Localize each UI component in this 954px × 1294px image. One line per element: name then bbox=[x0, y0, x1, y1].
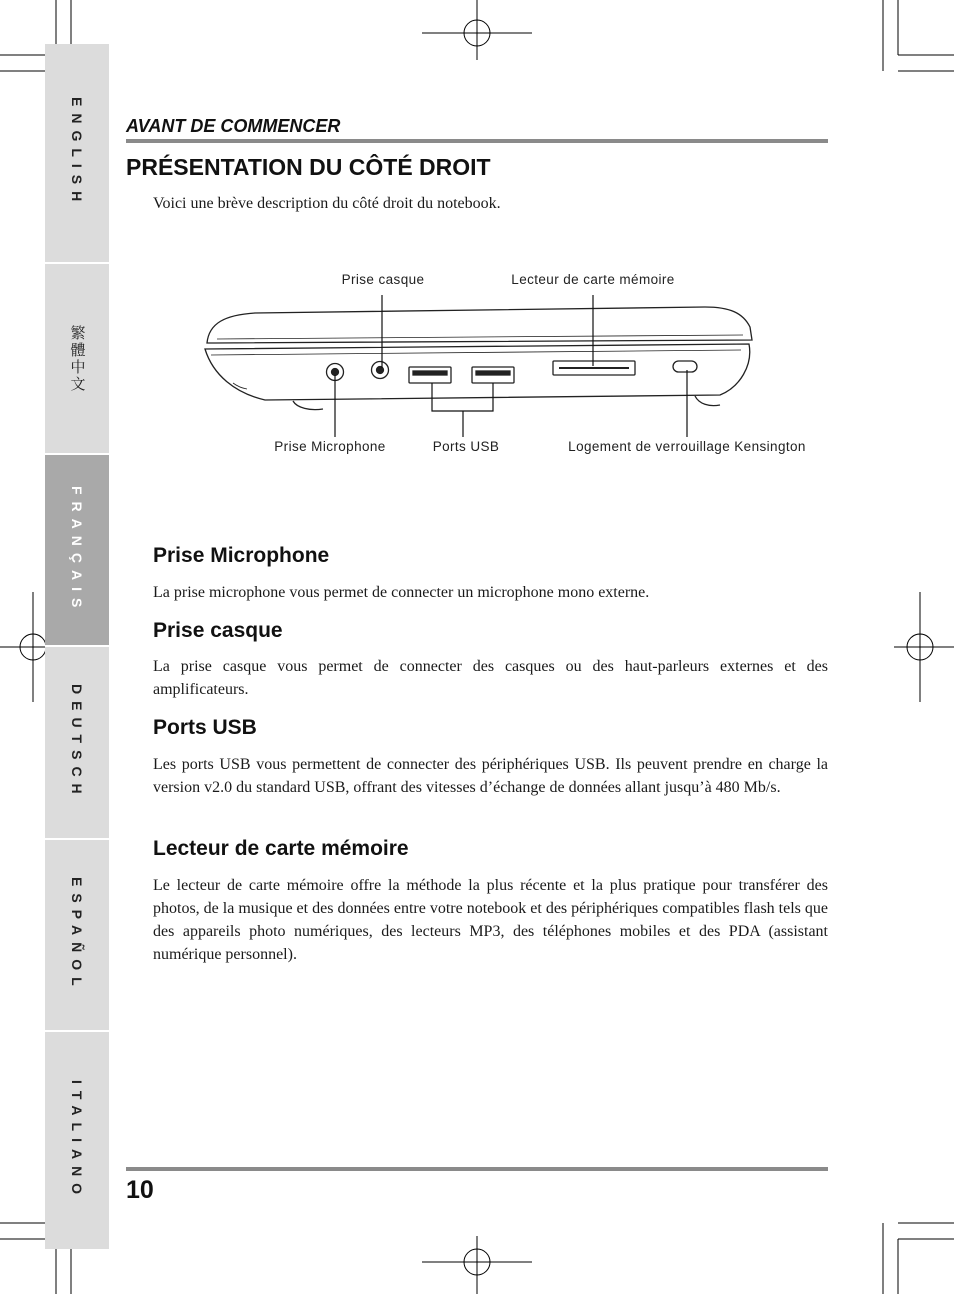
callout-kensington: Logement de verrouillage Kensington bbox=[568, 439, 806, 454]
tab-italiano[interactable] bbox=[45, 1032, 109, 1249]
header-rule bbox=[126, 139, 828, 143]
tab-english[interactable] bbox=[45, 44, 109, 264]
page-number: 10 bbox=[126, 1176, 154, 1204]
feature-desc-card-reader: Le lecteur de carte mémoire offre la méthode la plus récente et la plus pratique pour transférer des photos, de la musique et des données entre votre notebook et des périphériques compatibles flash tels que des appareils photo numériques, des lecteurs MP3, des téléphones mobiles et des PDA (assistant numérique personnel). bbox=[153, 877, 828, 963]
tab-english-label: ENGLISH bbox=[69, 97, 85, 209]
callout-microphone: Prise Microphone bbox=[274, 439, 386, 454]
feature-desc-microphone: La prise microphone vous permet de connecter un microphone mono externe. bbox=[153, 584, 650, 601]
notebook-right-side-diagram bbox=[195, 265, 825, 465]
tab-francais-label: FRANÇAIS bbox=[69, 485, 85, 615]
tab-traditional-chinese[interactable] bbox=[45, 264, 109, 455]
tab-traditional-chinese-label: 繁體中文 bbox=[68, 324, 86, 393]
tab-espanol[interactable] bbox=[45, 840, 109, 1032]
callout-headphone: Prise casque bbox=[341, 272, 425, 287]
notebook-illustration bbox=[205, 307, 752, 410]
intro-text: Voici une brève description du côté droit du notebook. bbox=[153, 195, 501, 212]
tab-italiano-label: ITALIANO bbox=[69, 1079, 85, 1202]
feature-desc-usb: Les ports USB vous permettent de connecter des périphériques USB. Ils peuvent prendre en charge la version v2.0 du standard USB, offrant des vitesses d’échange de données allant jusqu’à 480 Mb/s. bbox=[153, 756, 828, 796]
tab-francais[interactable] bbox=[45, 455, 109, 647]
feature-title-usb: Ports USB bbox=[153, 716, 257, 739]
feature-title-headphone: Prise casque bbox=[153, 619, 283, 642]
tab-deutsch[interactable] bbox=[45, 647, 109, 840]
callout-usb: Ports USB bbox=[432, 439, 500, 454]
section-header: AVANT DE COMMENCER bbox=[126, 116, 341, 136]
footer-rule bbox=[126, 1167, 828, 1171]
language-tabs bbox=[45, 44, 109, 1249]
feature-desc-headphone: La prise casque vous permet de connecter des casques ou des haut-parleurs externes et des amplificateurs. bbox=[153, 658, 828, 698]
feature-title-card-reader: Lecteur de carte mémoire bbox=[153, 837, 409, 860]
tab-espanol-label: ESPAÑOL bbox=[69, 877, 85, 993]
tab-deutsch-label: DEUTSCH bbox=[69, 684, 85, 801]
callout-card-reader: Lecteur de carte mémoire bbox=[511, 272, 675, 287]
page-title: PRÉSENTATION DU CÔTÉ DROIT bbox=[126, 154, 491, 180]
feature-title-microphone: Prise Microphone bbox=[153, 544, 330, 567]
